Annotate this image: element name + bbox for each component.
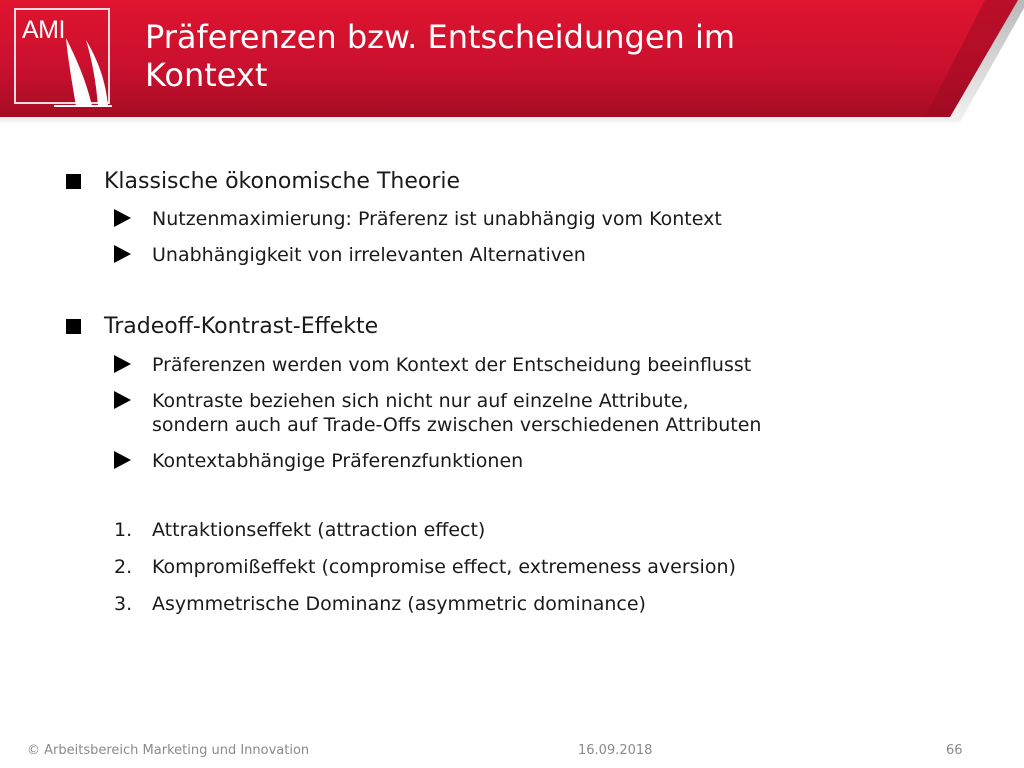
section-heading: Klassische ökonomische Theorie	[104, 169, 461, 194]
list-item: Attraktionseffekt (attraction effect)	[152, 519, 486, 541]
page-number: 66	[946, 743, 963, 758]
bullet-text-continuation: sondern auch auf Trade-Offs zwischen verschiedenen Attributen	[152, 414, 762, 436]
square-bullet-icon	[66, 319, 81, 334]
title-line-2: Kontext	[145, 56, 268, 94]
square-bullet-icon	[66, 174, 81, 189]
list-number: 2.	[114, 556, 133, 578]
list-item: Asymmetrische Dominanz (asymmetric dominance)	[152, 593, 646, 615]
list-number: 3.	[114, 593, 133, 615]
triangle-bullet-icon	[114, 245, 131, 263]
list-number: 1.	[114, 519, 133, 541]
logo-text: AMI	[22, 16, 65, 44]
bullet-text: Nutzenmaximierung: Präferenz ist unabhängig vom Kontext	[152, 208, 722, 230]
bullet-text: Kontextabhängige Präferenzfunktionen	[152, 450, 524, 472]
bullet-text: Unabhängigkeit von irrelevanten Alternativen	[152, 244, 586, 266]
triangle-bullet-icon	[114, 355, 131, 373]
triangle-bullet-icon	[114, 391, 131, 409]
triangle-bullet-icon	[114, 209, 131, 227]
triangle-bullet-icon	[114, 451, 131, 469]
footer-date: 16.09.2018	[578, 743, 653, 758]
bullet-text: Kontraste beziehen sich nicht nur auf einzelne Attribute,	[152, 390, 689, 412]
title-line-1: Präferenzen bzw. Entscheidungen im	[145, 18, 736, 56]
list-item: Kompromißeffekt (compromise effect, extremeness aversion)	[152, 556, 736, 578]
footer-copyright: © Arbeitsbereich Marketing und Innovation	[27, 743, 310, 758]
section-heading: Tradeoff-Kontrast-Effekte	[104, 314, 379, 339]
bullet-text: Präferenzen werden vom Kontext der Entscheidung beeinflusst	[152, 354, 752, 376]
